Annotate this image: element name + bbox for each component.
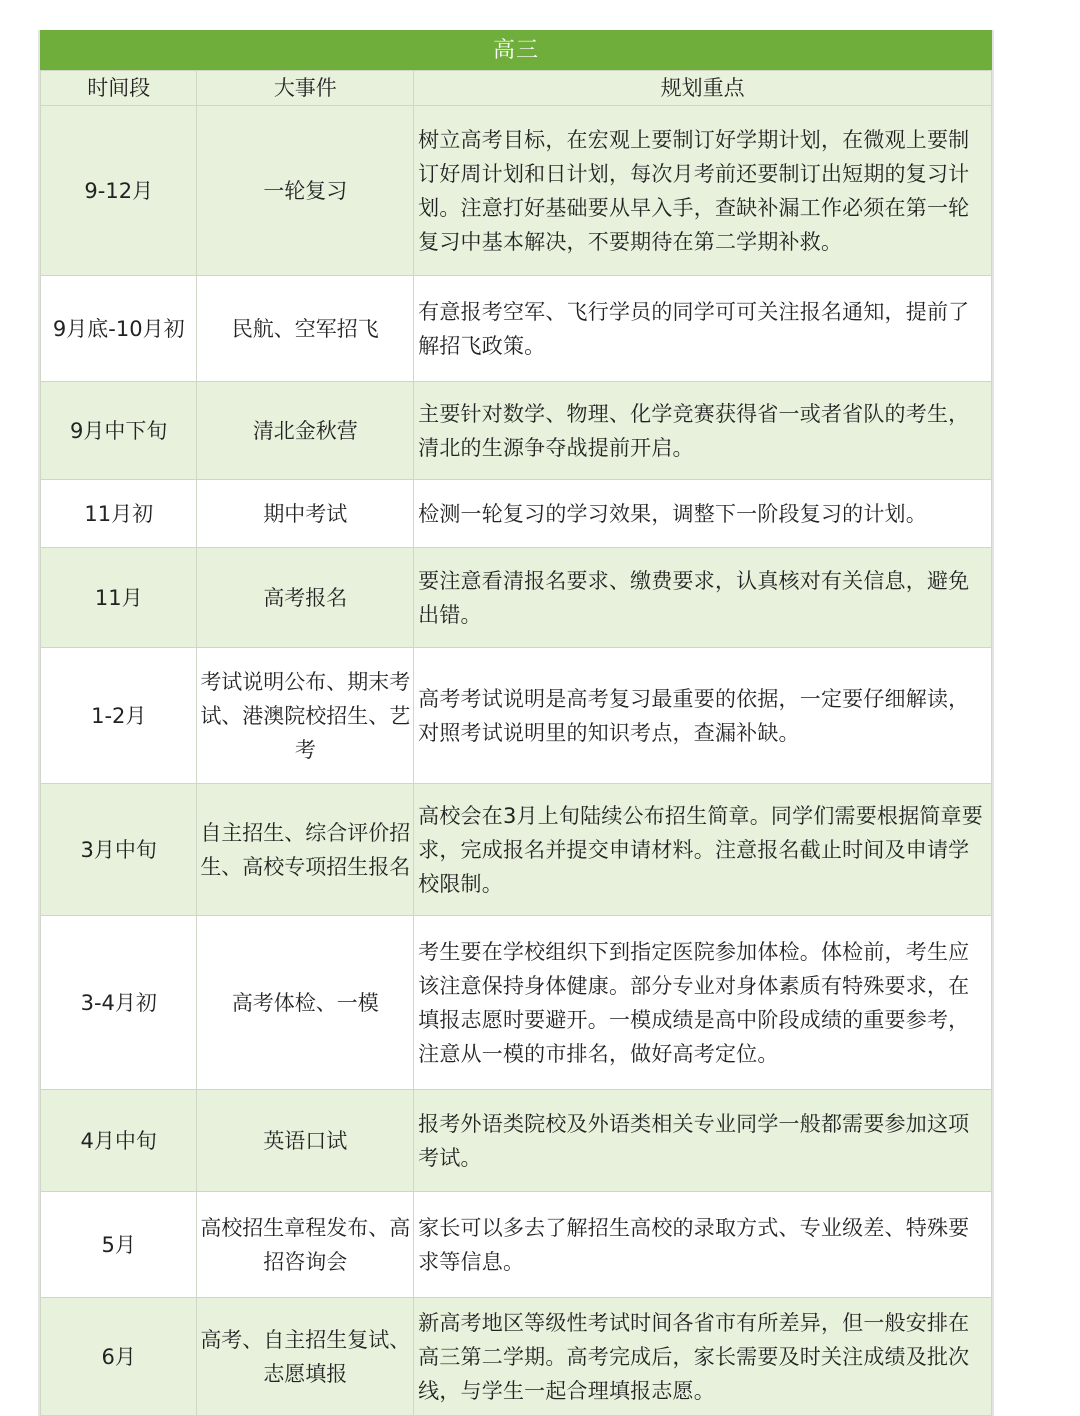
cell-event: 期中考试 bbox=[197, 480, 414, 548]
header-event: 大事件 bbox=[197, 71, 414, 106]
table-row bbox=[41, 106, 992, 276]
cell-time: 6月 bbox=[41, 1298, 197, 1416]
table-row bbox=[41, 1090, 992, 1192]
cell-focus: 主要针对数学、物理、化学竞赛获得省一或者省队的考生，清北的生源争夺战提前开启。 bbox=[414, 382, 992, 480]
cell-focus: 家长可以多去了解招生高校的录取方式、专业级差、特殊要求等信息。 bbox=[414, 1192, 992, 1298]
schedule-sheet bbox=[38, 30, 994, 1416]
cell-event: 一轮复习 bbox=[197, 106, 414, 276]
table-row bbox=[41, 648, 992, 784]
cell-focus: 高考考试说明是高考复习最重要的依据，一定要仔细解读，对照考试说明里的知识考点，查漏补缺。 bbox=[414, 648, 992, 784]
cell-time: 3月中旬 bbox=[41, 784, 197, 916]
header-focus: 规划重点 bbox=[414, 71, 992, 106]
cell-time: 3-4月初 bbox=[41, 916, 197, 1090]
cell-focus: 树立高考目标，在宏观上要制订好学期计划，在微观上要制订好周计划和日计划，每次月考前还要制订出短期的复习计划。注意打好基础要从早入手，查缺补漏工作必须在第一轮复习中基本解决，不要期待在第二学期补救。 bbox=[414, 106, 992, 276]
table-row bbox=[41, 382, 992, 480]
table-row bbox=[41, 784, 992, 916]
cell-event: 民航、空军招飞 bbox=[197, 276, 414, 382]
cell-event: 自主招生、综合评价招生、高校专项招生报名 bbox=[197, 784, 414, 916]
cell-focus: 高校会在3月上旬陆续公布招生简章。同学们需要根据简章要求，完成报名并提交申请材料。注意报名截止时间及申请学校限制。 bbox=[414, 784, 992, 916]
table-title: 高三 bbox=[40, 30, 992, 70]
table-row bbox=[41, 1298, 992, 1416]
cell-event: 高考报名 bbox=[197, 548, 414, 648]
cell-focus: 考生要在学校组织下到指定医院参加体检。体检前，考生应该注意保持身体健康。部分专业对身体素质有特殊要求，在填报志愿时要避开。一模成绩是高中阶段成绩的重要参考，注意从一模的市排名，做好高考定位。 bbox=[414, 916, 992, 1090]
cell-time: 9-12月 bbox=[41, 106, 197, 276]
cell-time: 11月 bbox=[41, 548, 197, 648]
cell-time: 4月中旬 bbox=[41, 1090, 197, 1192]
cell-event: 清北金秋营 bbox=[197, 382, 414, 480]
cell-event: 考试说明公布、期末考试、港澳院校招生、艺考 bbox=[197, 648, 414, 784]
header-row bbox=[41, 71, 992, 106]
cell-event: 高考体检、一模 bbox=[197, 916, 414, 1090]
cell-focus: 要注意看清报名要求、缴费要求，认真核对有关信息，避免出错。 bbox=[414, 548, 992, 648]
cell-time: 11月初 bbox=[41, 480, 197, 548]
cell-focus: 检测一轮复习的学习效果，调整下一阶段复习的计划。 bbox=[414, 480, 992, 548]
cell-focus: 有意报考空军、飞行学员的同学可可关注报名通知，提前了解招飞政策。 bbox=[414, 276, 992, 382]
table-row bbox=[41, 480, 992, 548]
cell-event: 高校招生章程发布、高招咨询会 bbox=[197, 1192, 414, 1298]
cell-time: 1-2月 bbox=[41, 648, 197, 784]
cell-time: 9月中下旬 bbox=[41, 382, 197, 480]
table-row bbox=[41, 548, 992, 648]
cell-event: 英语口试 bbox=[197, 1090, 414, 1192]
table-row bbox=[41, 276, 992, 382]
header-time: 时间段 bbox=[41, 71, 197, 106]
table-row bbox=[41, 916, 992, 1090]
table-body bbox=[41, 106, 992, 1416]
cell-event: 高考、自主招生复试、志愿填报 bbox=[197, 1298, 414, 1416]
cell-focus: 新高考地区等级性考试时间各省市有所差异，但一般安排在高三第二学期。高考完成后，家长需要及时关注成绩及批次线，与学生一起合理填报志愿。 bbox=[414, 1298, 992, 1416]
cell-time: 9月底-10月初 bbox=[41, 276, 197, 382]
schedule-table bbox=[40, 70, 992, 1416]
cell-time: 5月 bbox=[41, 1192, 197, 1298]
cell-focus: 报考外语类院校及外语类相关专业同学一般都需要参加这项考试。 bbox=[414, 1090, 992, 1192]
table-row bbox=[41, 1192, 992, 1298]
